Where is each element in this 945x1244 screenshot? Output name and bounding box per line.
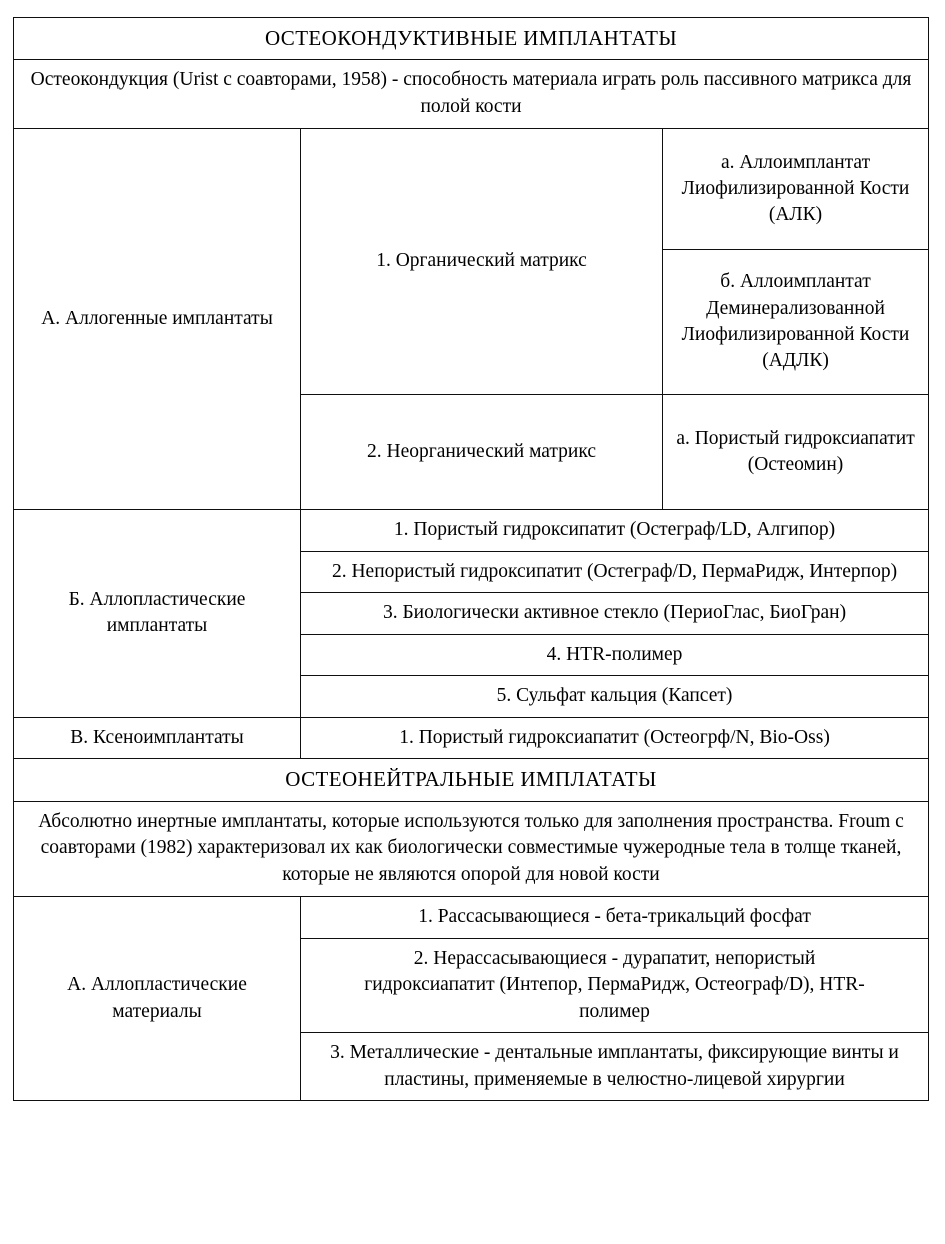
section-title-osteoconductive: ОСТЕОКОНДУКТИВНЫЕ ИМПЛАНТАТЫ — [14, 18, 929, 60]
category-label-alloplastic-materials: А. Аллопластические материалы — [14, 897, 301, 1101]
section-title-row — [14, 759, 929, 801]
list-item: 4. HTR-полимер — [301, 634, 929, 676]
section-title-osteoneutral: ОСТЕОНЕЙТРАЛЬНЫЕ ИМПЛАТАТЫ — [14, 759, 929, 801]
list-item: 2. Непористый гидроксипатит (Остеграф/D, ПермаРидж, Интерпор) — [301, 551, 929, 593]
list-item: 1. Пористый гидроксиапатит (Остеогрф/N, Bio-Oss) — [301, 717, 929, 759]
list-item: 2. Нерассасывающиеся - дурапатит, непористый гидроксиапатит (Интепор, ПермаРидж, Остеограф/D), HTR-полимер — [301, 938, 929, 1033]
section-definition-row — [14, 801, 929, 897]
category-label-alloplastic: Б. Аллопластические имплантаты — [14, 510, 301, 718]
section-title-row — [14, 18, 929, 60]
leaf-item-osteomin: а. Пористый гидроксиапатит (Остеомин) — [663, 395, 929, 510]
category-label-allogenic: А. Аллогенные имплантаты — [14, 129, 301, 510]
category-label-xenoimplants: В. Ксеноимплантаты — [14, 717, 301, 759]
list-item: 1. Пористый гидроксипатит (Остеграф/LD, Алгипор) — [301, 510, 929, 552]
list-item: 1. Рассасывающиеся - бета-трикальций фосфат — [301, 897, 929, 939]
group-label-organic-matrix: 1. Органический матрикс — [301, 129, 663, 395]
list-item: 5. Сульфат кальция (Капсет) — [301, 676, 929, 718]
classification-table — [13, 17, 929, 1101]
leaf-item-adlk: б. Аллоимплантат Деминерализованной Лиофилизированной Кости (АДЛК) — [663, 250, 929, 395]
table-row — [14, 717, 929, 759]
section-definition-osteoconductive: Остеокондукция (Urist с соавторами, 1958) - способность материала играть роль пассивного матрикса для полой кости — [14, 60, 929, 129]
list-item: 3. Биологически активное стекло (ПериоГлас, БиоГран) — [301, 593, 929, 635]
list-item: 3. Металлические - дентальные имплантаты, фиксирующие винты и пластины, применяемые в челюстно-лицевой хирургии — [301, 1033, 929, 1101]
group-label-inorganic-matrix: 2. Неорганический матрикс — [301, 395, 663, 510]
section-definition-row — [14, 60, 929, 129]
leaf-item-alk: а. Аллоимплантат Лиофилизированной Кости (АЛК) — [663, 129, 929, 250]
section-definition-osteoneutral: Абсолютно инертные имплантаты, которые используются только для заполнения пространства. Froum с соавторами (1982) характеризовал их как биологически совместимые чужеродные тела в толще тканей, которые не являются опорой для новой кости — [14, 801, 929, 897]
table-row — [14, 897, 929, 939]
table-row — [14, 510, 929, 552]
table-row — [14, 129, 929, 250]
